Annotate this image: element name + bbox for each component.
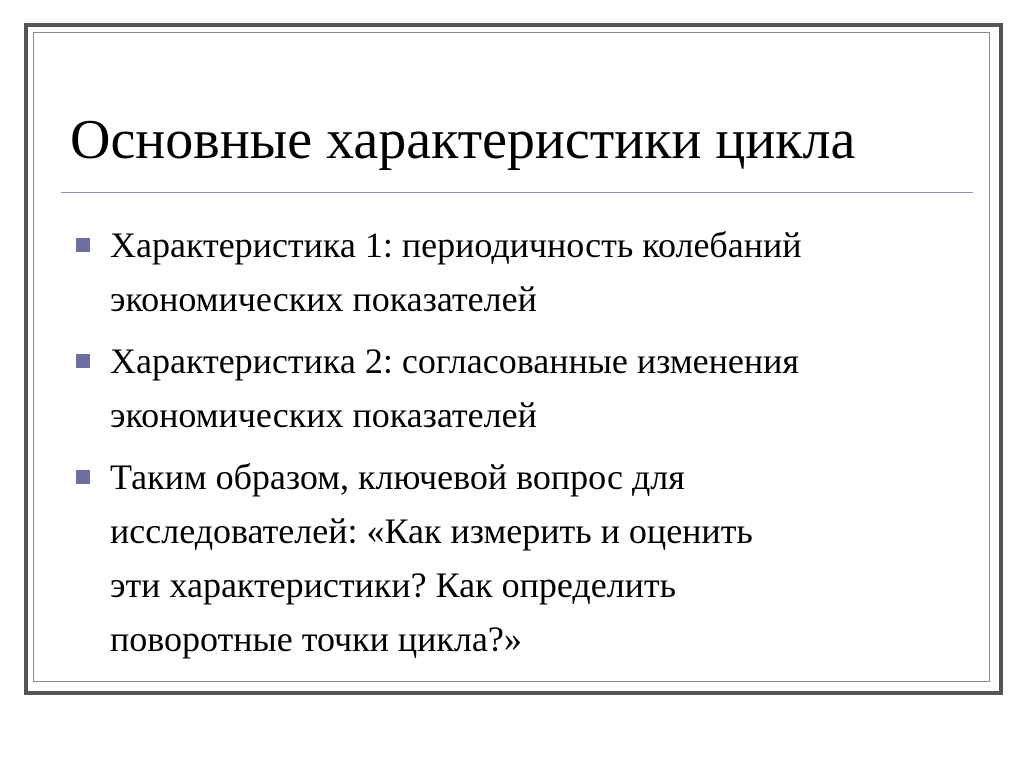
bullet-text: Характеристика 1: периодичность колебаний экономических показателей <box>110 225 802 319</box>
bullet-text: Характеристика 2: согласованные изменения экономических показателей <box>110 341 799 435</box>
bullet-item <box>72 218 972 326</box>
bullet-item <box>72 334 972 442</box>
square-bullet-icon <box>76 238 90 252</box>
bullet-item <box>72 450 972 666</box>
slide-title: Основные характеристики цикла <box>70 109 856 171</box>
square-bullet-icon <box>76 470 90 484</box>
title-divider <box>61 192 973 193</box>
bullet-list <box>72 218 972 674</box>
square-bullet-icon <box>76 354 90 368</box>
bullet-text: Таким образом, ключевой вопрос для исследователей: «Как измерить и оценить эти характеристики? Как определить поворотные точки цикла?» <box>110 457 753 659</box>
